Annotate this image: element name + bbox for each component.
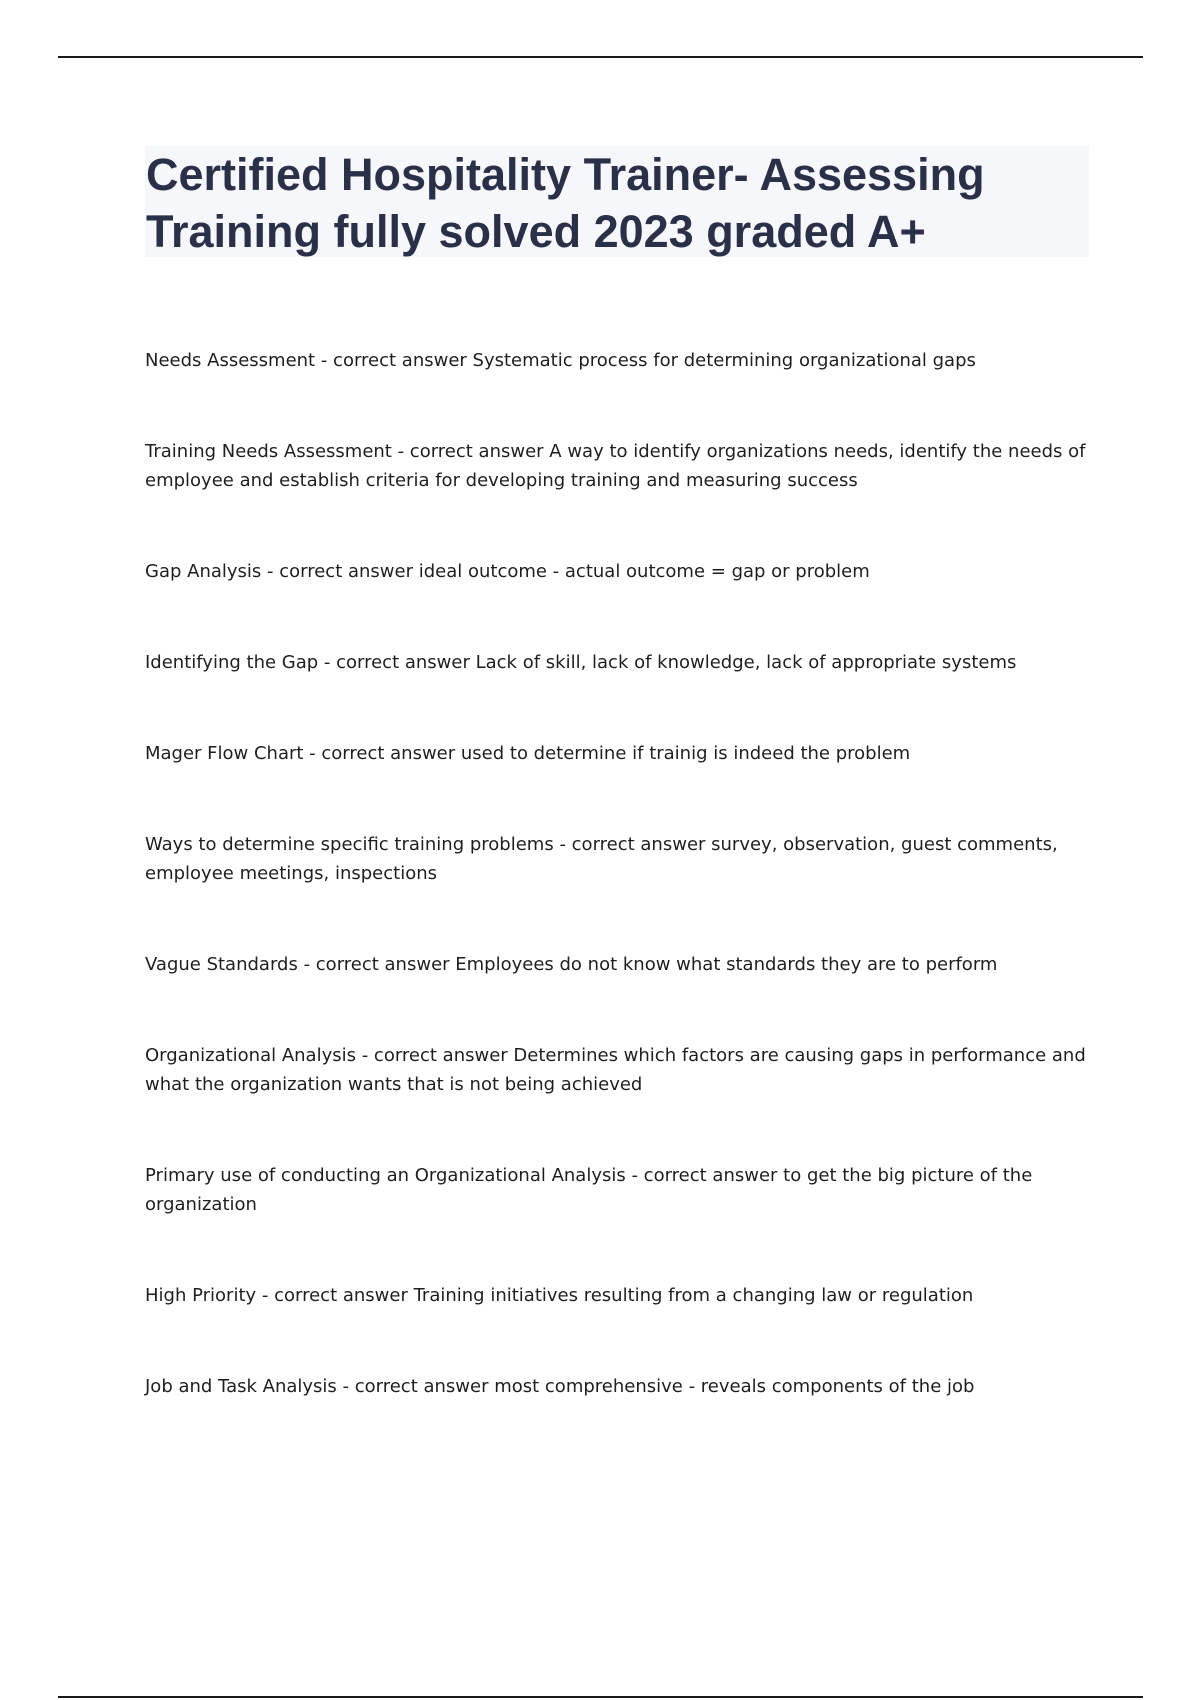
qa-entry: Ways to determine specific training problems - correct answer survey, observation, guest comments, employee meetings, inspections <box>145 834 1058 884</box>
qa-entry: Primary use of conducting an Organizational Analysis - correct answer to get the big picture of the organization <box>145 1165 1033 1215</box>
qa-entry: Identifying the Gap - correct answer Lack of skill, lack of knowledge, lack of appropriate systems <box>145 652 1017 673</box>
qa-entry: Vague Standards - correct answer Employees do not know what standards they are to perform <box>145 954 998 975</box>
qa-entry: Job and Task Analysis - correct answer most comprehensive - reveals components of the job <box>145 1376 975 1397</box>
top-rule <box>58 56 1143 58</box>
document-title: Certified Hospitality Trainer- Assessing Training fully solved 2023 graded A+ <box>146 149 985 257</box>
qa-entry: Organizational Analysis - correct answer Determines which factors are causing gaps in performance and what the organization wants that is not being achieved <box>145 1045 1086 1095</box>
qa-entry: Gap Analysis - correct answer ideal outcome - actual outcome = gap or problem <box>145 561 870 582</box>
qa-entry-list <box>145 346 1090 1401</box>
qa-entry: Training Needs Assessment - correct answer A way to identify organizations needs, identify the needs of employee and establish criteria for developing training and measuring success <box>145 441 1086 491</box>
qa-entry: High Priority - correct answer Training initiatives resulting from a changing law or regulation <box>145 1285 974 1306</box>
qa-entry: Mager Flow Chart - correct answer used to determine if trainig is indeed the problem <box>145 743 911 764</box>
qa-entry: Needs Assessment - correct answer Systematic process for determining organizational gaps <box>145 350 976 371</box>
title-block <box>145 146 1089 257</box>
bottom-rule <box>58 1696 1143 1698</box>
